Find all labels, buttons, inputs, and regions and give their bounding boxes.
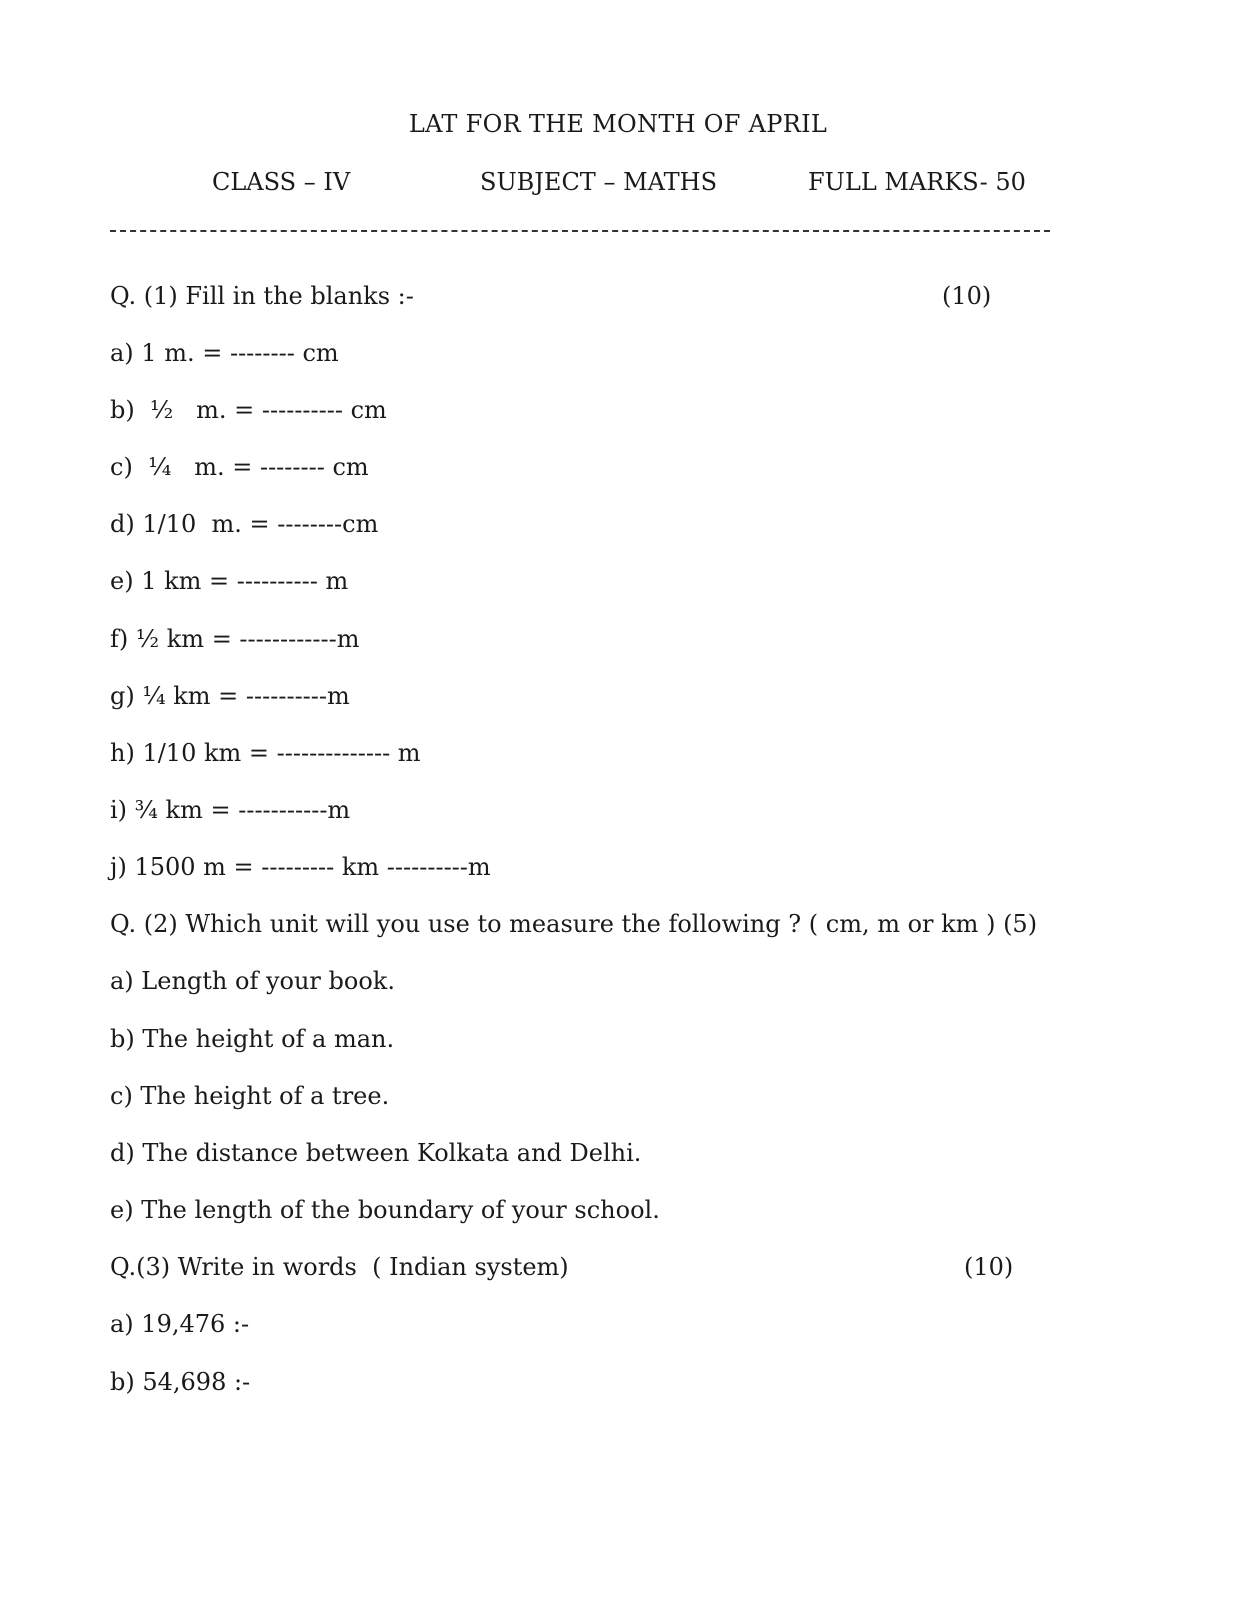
q3-item-b: b) 54,698 :- <box>110 1368 251 1396</box>
q2-item-c: c) The height of a tree. <box>110 1082 390 1110</box>
q3-item-a: a) 19,476 :- <box>110 1310 250 1338</box>
q2-item-d: d) The distance between Kolkata and Delhi. <box>110 1139 642 1167</box>
full-marks-label: FULL MARKS- 50 <box>808 168 1026 196</box>
q1-item-i: i) ¾ km = -----------m <box>110 796 351 824</box>
q1-marks: (10) <box>942 282 992 310</box>
q1-item-g: g) ¼ km = ----------m <box>110 682 350 710</box>
q2-heading: Q. (2) Which unit will you use to measure the following ? ( cm, m or km ) (5) <box>110 910 1038 938</box>
q2-item-e: e) The length of the boundary of your school. <box>110 1196 660 1224</box>
q1-item-j: j) 1500 m = --------- km ----------m <box>110 853 491 881</box>
worksheet-title: LAT FOR THE MONTH OF APRIL <box>408 110 828 138</box>
q3-heading: Q.(3) Write in words ( Indian system) <box>110 1253 569 1281</box>
q1-heading: Q. (1) Fill in the blanks :- <box>110 282 414 310</box>
q1-item-h: h) 1/10 km = -------------- m <box>110 739 421 767</box>
q1-item-e: e) 1 km = ---------- m <box>110 567 349 595</box>
q1-item-b: b) ½ m. = ---------- cm <box>110 396 387 424</box>
q1-item-f: f) ½ km = ------------m <box>110 625 360 653</box>
q1-item-d: d) 1/10 m. = --------cm <box>110 510 379 538</box>
q1-item-a: a) 1 m. = -------- cm <box>110 339 339 367</box>
q2-item-b: b) The height of a man. <box>110 1025 395 1053</box>
class-label: CLASS – IV <box>212 168 351 196</box>
header-divider <box>110 230 1050 232</box>
subject-label: SUBJECT – MATHS <box>480 168 718 196</box>
q1-item-c: c) ¼ m. = -------- cm <box>110 453 369 481</box>
q3-marks: (10) <box>964 1253 1014 1281</box>
q2-item-a: a) Length of your book. <box>110 967 395 995</box>
